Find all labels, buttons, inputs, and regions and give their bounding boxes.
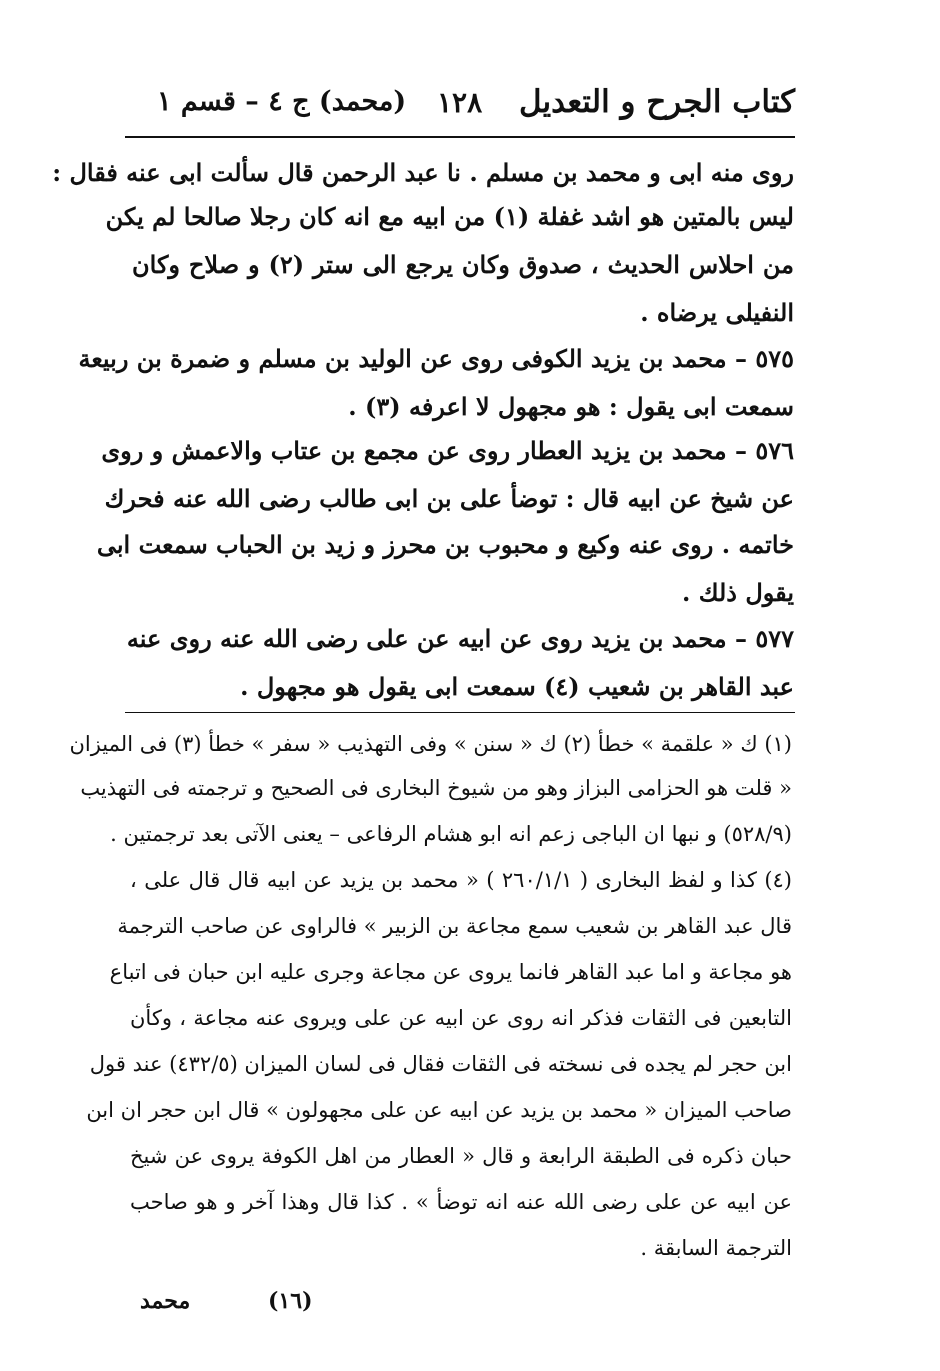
signature-mark: محمد (140, 1288, 191, 1314)
footnote-line: قال عبد القاهر بن شعيب سمع مجاعة بن الزبير » فالراوى عن صاحب الترجمة (117, 914, 792, 938)
footnotes (69, 722, 792, 1292)
footnote-line: (٤) كذا و لفظ البخارى ( ٢٦٠/١/١ ) « محمد بن يزيد عن ابيه قال قال على ، (130, 868, 792, 892)
entry-575-line: ٥٧٥ – محمد بن يزيد الكوفى روى عن الوليد بن مسلم و ضمرة بن ربيعة (78, 344, 794, 373)
text-line: عن شيخ عن ابيه قال : توضأ على بن ابى طالب رضى الله عنه فحرك (104, 484, 794, 513)
main-text (52, 148, 794, 708)
footnote-line: « قلت هو الحزامى البزاز وهو من شيوخ البخارى فى الصحيح و ترجمته فى التهذيب (80, 776, 792, 800)
footnote-line: (٥٢٨/٩) و نبها ان الباجى زعم انه ابو هشام الرفاعى – يعنى الآتى بعد ترجمتين . (110, 822, 792, 846)
page-number: ١٢٨ (437, 86, 483, 119)
text-line: يقول ذلك . (682, 578, 794, 607)
section-title: (محمد) ج ٤ – قسم ١ (157, 86, 407, 117)
text-line: روى منه ابى و محمد بن مسلم . نا عبد الرحمن قال سألت ابى عنه فقال : (52, 158, 794, 187)
text-line: عبد القاهر بن شعيب (٤) سمعت ابى يقول هو مجهول . (240, 672, 794, 701)
entry-577-line: ٥٧٧ – محمد بن يزيد روى عن ابيه عن على رضى الله عنه روى عنه (126, 624, 794, 653)
header-rule (125, 136, 795, 138)
footnote-line: (١) ك « علقمة » خطأ (٢) ك « سنن » وفى التهذيب « سفر » خطأ (٣) فى الميزان (69, 732, 792, 756)
footnote-rule (125, 712, 795, 713)
text-line: خاتمه . روى عنه وكيع و محبوب بن محرز و زيد بن الحباب سمعت ابى (96, 530, 794, 559)
book-title: كتاب الجرح و التعديل (518, 84, 795, 120)
footnote-line: صاحب الميزان « محمد بن يزيد عن ابيه عن على مجهولون » قال ابن حجر ان ابن (86, 1098, 792, 1122)
signature-number: (١٦) (268, 1288, 313, 1314)
text-line: ليس بالمتين هو اشد غفلة (١) من ابيه مع انه كان رجلا صالحا لم يكن (105, 202, 794, 231)
footnote-line: هو مجاعة و اما عبد القاهر فانما يروى عن مجاعة وجرى عليه ابن حبان فى اتباع (109, 960, 792, 984)
page-header (125, 80, 795, 128)
entry-576-line: ٥٧٦ – محمد بن يزيد العطار روى عن مجمع بن عتاب والاعمش و روى (101, 436, 794, 465)
text-line: النفيلى يرضاه . (640, 298, 794, 327)
text-line: من احلاس الحديث ، صدوق وكان يرجع الى ستر (٢) و صلاح وكان (132, 250, 794, 279)
footnote-line: التابعين فى الثقات فذكر انه روى عن ابيه عن على ويروى عنه مجاعة ، وكأن (130, 1006, 792, 1030)
footnote-line: ابن حجر لم يجده فى نسخته فى الثقات فقال فى لسان الميزان (٤٣٢/٥) عند قول (89, 1052, 792, 1076)
text-line: سمعت ابى يقول : هو مجهول لا اعرفه (٣) . (348, 392, 794, 421)
footnote-line: حبان ذكره فى الطبقة الرابعة و قال « العطار من اهل الكوفة يروى عن شيخ (130, 1144, 792, 1168)
footnote-line: الترجمة السابقة . (640, 1236, 792, 1260)
footnote-line: عن ابيه عن على رضى الله عنه انه توضأ » . كذا قال وهذا آخر و هو صاحب (130, 1190, 792, 1214)
